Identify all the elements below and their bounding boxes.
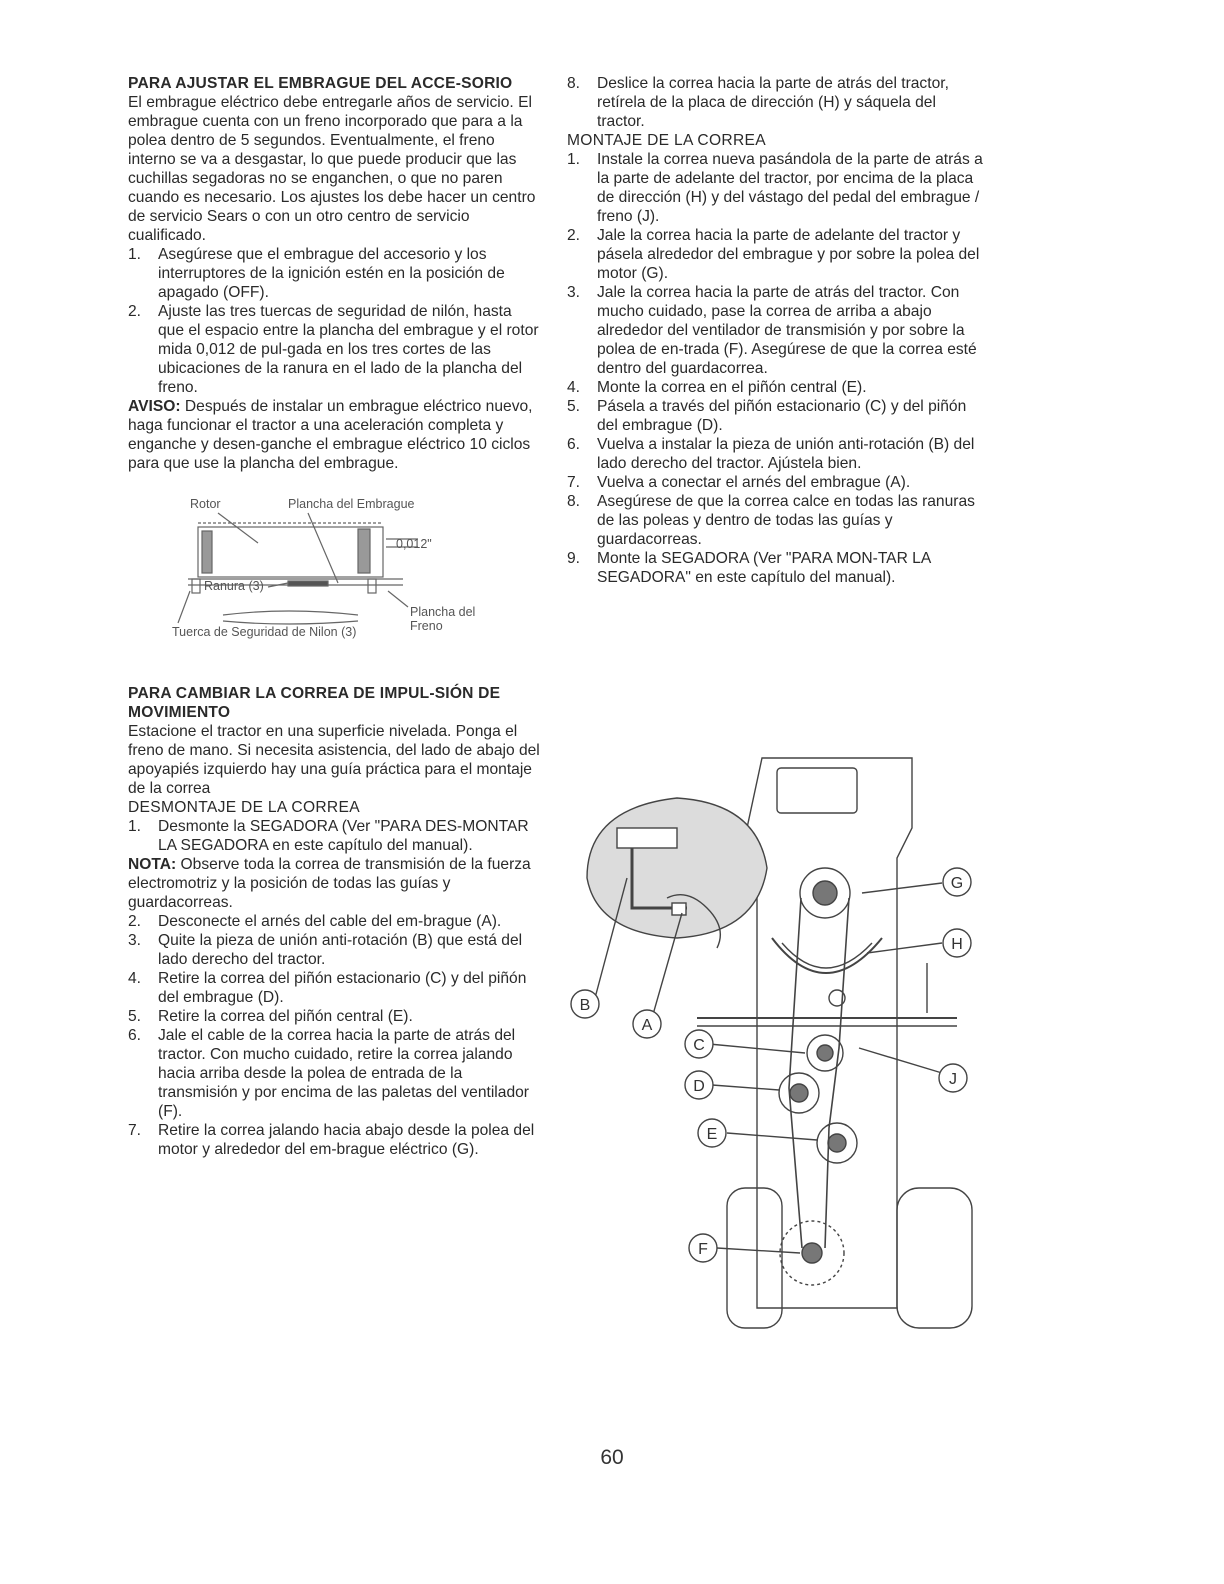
section-intro-adjust-clutch: El embrague eléctrico debe entregarle años de servicio. El embrague cuenta con un freno incorporado que para a la polea dentro de 5 segundos. Eventualmente, el freno interno se va a desgastar, lo que puede producir que las cuchillas segadoras no se enganchen, o que no paren cuando es necesario. Los ajustes los debe hacer un centro de servicio Sears o con un otro centro de servicio cualificado. [128, 94, 536, 244]
notice-label: AVISO: [128, 398, 181, 415]
step-number: 8. [567, 75, 581, 92]
step-text: Asegúrese que el embrague del accesorio y los interruptores de la ignición estén en la posición de apagado (OFF). [158, 246, 505, 301]
clutch-gap-diagram [128, 495, 540, 640]
list-item [567, 226, 985, 283]
step-text: Ajuste las tres tuercas de seguridad de nilón, hasta que el espacio entre la plancha del embrague y el rotor mida 0,012 de pul-gada en los tres cortes de las ubicaciones de la ranura en el lado de la plancha del freno. [158, 303, 539, 396]
nut-leader [178, 591, 190, 623]
step-text: Instale la correa nueva pasándola de la parte de atrás a la parte de adelante del tractor, por encima de la placa de dirección (H) y del vástago del pedal del embrague / freno (J). [597, 151, 983, 225]
rotor-label: Rotor [190, 497, 221, 511]
callout-label-d: D [693, 1078, 705, 1095]
callout-leader-h [867, 943, 942, 953]
center-idler-hub [828, 1134, 846, 1152]
list-item [567, 397, 985, 435]
nylon-nut-label: Tuerca de Seguridad de Nilon (3) [172, 625, 357, 639]
list-item [567, 473, 985, 492]
step-number: 5. [128, 1008, 142, 1025]
right-column [567, 74, 985, 587]
belt-removal-step-8 [567, 74, 985, 131]
list-item [128, 817, 540, 855]
list-item [128, 912, 540, 931]
step-number: 7. [567, 474, 581, 491]
right-rear-tire [897, 1188, 972, 1328]
step-text: Retire la correa del piñón central (E). [158, 1008, 413, 1025]
step-number: 9. [567, 550, 581, 567]
section-heading-change-belt: PARA CAMBIAR LA CORREA DE IMPUL-SIÓN DE MOVIMIENTO [128, 685, 501, 721]
step-text: Quite la pieza de unión anti-rotación (B) que está del lado derecho del tractor. [158, 932, 523, 968]
step-number: 4. [128, 970, 142, 987]
callout-leader-f [717, 1248, 800, 1253]
step-number: 7. [128, 1122, 142, 1139]
belt-install-heading: MONTAJE DE LA CORREA [567, 132, 766, 149]
list-item [567, 435, 985, 473]
step-text: Jale el cable de la correa hacia la parte de atrás del tractor. Con mucho cuidado, retire la correa jalando hacia arriba desde la polea de entrada de la transmisión y por encima de las paletas del ventilador (F). [158, 1027, 529, 1120]
stationary-idler-hub [817, 1045, 833, 1061]
step-number: 8. [567, 493, 581, 510]
step-text: Monte la SEGADORA (Ver "PARA MON-TAR LA SEGADORA" en este capítulo del manual). [597, 550, 931, 586]
step-text: Retire la correa del piñón estacionario (C) y del piñón del embrague (D). [158, 970, 527, 1006]
list-item [567, 74, 985, 131]
callout-label-j: J [949, 1071, 957, 1088]
slot-right [368, 579, 376, 593]
list-item [567, 492, 985, 549]
list-item [128, 1121, 540, 1159]
step-text: Retire la correa jalando hacia abajo desde la polea del motor y alrededor del em-brague eléctrico (G). [158, 1122, 535, 1158]
rotor-outline [198, 527, 383, 577]
pulley-curve-1 [223, 611, 358, 615]
clutch-plate-coil [358, 529, 370, 573]
step-number: 3. [128, 932, 142, 949]
note-text: Observe toda la correa de transmisión de la fuerza electromotriz y la posición de todas las guías y guardacorreas. [128, 856, 531, 911]
detail-inset [587, 798, 767, 938]
notice-text: Después de instalar un embrague eléctrico nuevo, haga funcionar el tractor a una aceleración completa y enganche y desen-ganche el embrague eléctrico 10 ciclos para que use la plancha del embrague. [128, 398, 533, 472]
step-text: Monte la correa en el piñón central (E). [597, 379, 867, 396]
list-item [128, 245, 540, 302]
step-number: 4. [567, 379, 581, 396]
step-number: 1. [128, 818, 142, 835]
callout-leader-j [859, 1048, 942, 1073]
callout-leader-d [712, 1085, 779, 1090]
step-number: 2. [128, 913, 142, 930]
steering-plate-inner [782, 943, 872, 968]
tractor-underside-drawing [567, 748, 997, 1338]
frame-cutout [777, 768, 857, 813]
step-number: 6. [128, 1027, 142, 1044]
step-number: 1. [128, 246, 142, 263]
rotor-leader [218, 513, 258, 543]
callout-leader-e [727, 1133, 817, 1140]
step-text: Vuelva a instalar la pieza de unión anti-rotación (B) del lado derecho del tractor. Ajústela bien. [597, 436, 975, 472]
callout-label-g: G [950, 875, 964, 892]
list-item [128, 302, 540, 397]
belt-removal-heading: DESMONTAJE DE LA CORREA [128, 799, 360, 816]
list-item [128, 1026, 540, 1121]
list-item [128, 969, 540, 1007]
inset-bracket [617, 828, 677, 848]
step-text: Jale la correa hacia la parte de atrás del tractor. Con mucho cuidado, pase la correa de arriba a abajo alrededor del ventilador de transmisión y por sobre la polea de en-trada (F). Asegúrese de que la correa esté dentro del guardacorrea. [597, 284, 977, 377]
engine-pulley-hub [813, 881, 837, 905]
slot-label: Ranura (3) [204, 579, 264, 593]
note-label: NOTA: [128, 856, 177, 873]
step-text: Pásela a través del piñón estacionario (C) y del piñón del embrague (D). [597, 398, 967, 434]
inset-connector [672, 903, 686, 915]
step-number: 1. [567, 151, 581, 168]
list-item [567, 549, 985, 587]
left-rear-tire [727, 1188, 782, 1328]
callout-label-a: A [641, 1017, 653, 1034]
section-heading-adjust-clutch: PARA AJUSTAR EL EMBRAGUE DEL ACCE-SORIO [128, 75, 513, 92]
section-change-belt [128, 684, 540, 1159]
section-intro-change-belt: Estacione el tractor en una superficie nivelada. Ponga el freno de mano. Si necesita asistencia, del lado de abajo del apoyapiés izquierdo hay una guía práctica para el montaje de la correa [128, 723, 540, 797]
list-item [567, 150, 985, 226]
step-number: 5. [567, 398, 581, 415]
clutch-plate-label: Plancha del Embrague [288, 497, 415, 511]
adjust-clutch-steps [128, 245, 540, 397]
list-item [128, 1007, 540, 1026]
callout-label-b: B [579, 997, 591, 1014]
note-paragraph [128, 855, 540, 912]
callout-leader-g [862, 883, 942, 893]
brake-plate-leader [388, 591, 408, 607]
list-item [567, 283, 985, 378]
list-item [128, 931, 540, 969]
callout-label-c: C [693, 1037, 705, 1054]
step-text: Deslice la correa hacia la parte de atrás del tractor, retírela de la placa de dirección (H) y sáquela del tractor. [597, 75, 949, 130]
callout-label-f: F [698, 1241, 708, 1258]
gap-measure-label: 0,012" [396, 537, 432, 551]
step-text: Desmonte la SEGADORA (Ver "PARA DES-MONTAR LA SEGADORA en este capítulo del manual). [158, 818, 529, 854]
callout-label-e: E [706, 1126, 718, 1143]
step-number: 6. [567, 436, 581, 453]
notice-paragraph [128, 397, 540, 473]
belt-removal-steps [128, 912, 540, 1159]
drive-belt-right [825, 898, 849, 1248]
brake-plate-label: Plancha del Freno [410, 605, 476, 633]
slot-left [192, 579, 200, 593]
step-text: Vuelva a conectar el arnés del embrague (A). [597, 474, 911, 491]
callout-label-h: H [951, 936, 963, 953]
list-item [567, 378, 985, 397]
transmission-pulley [802, 1243, 822, 1263]
step-text: Desconecte el arnés del cable del em-brague (A). [158, 913, 502, 930]
step-number: 2. [567, 227, 581, 244]
step-number: 3. [567, 284, 581, 301]
pulley-curve-2 [223, 621, 358, 624]
belt-install-steps [567, 150, 985, 587]
step-text: Asegúrese de que la correa calce en todas las ranuras de las poleas y dentro de todas las guías y guardacorreas. [597, 493, 975, 548]
left-column [128, 74, 540, 1159]
step-text: Jale la correa hacia la parte de adelante del tractor y pásela alrededor del embrague y por sobre la polea del motor (G). [597, 227, 980, 282]
page-number: 60 [600, 1446, 624, 1469]
clutch-plate-bar [288, 581, 328, 586]
clutch-idler-hub [790, 1084, 808, 1102]
belt-routing-diagram [567, 748, 997, 1338]
step-number: 2. [128, 303, 142, 320]
rotor-left-coil [202, 531, 212, 573]
belt-removal-step-1 [128, 817, 540, 855]
